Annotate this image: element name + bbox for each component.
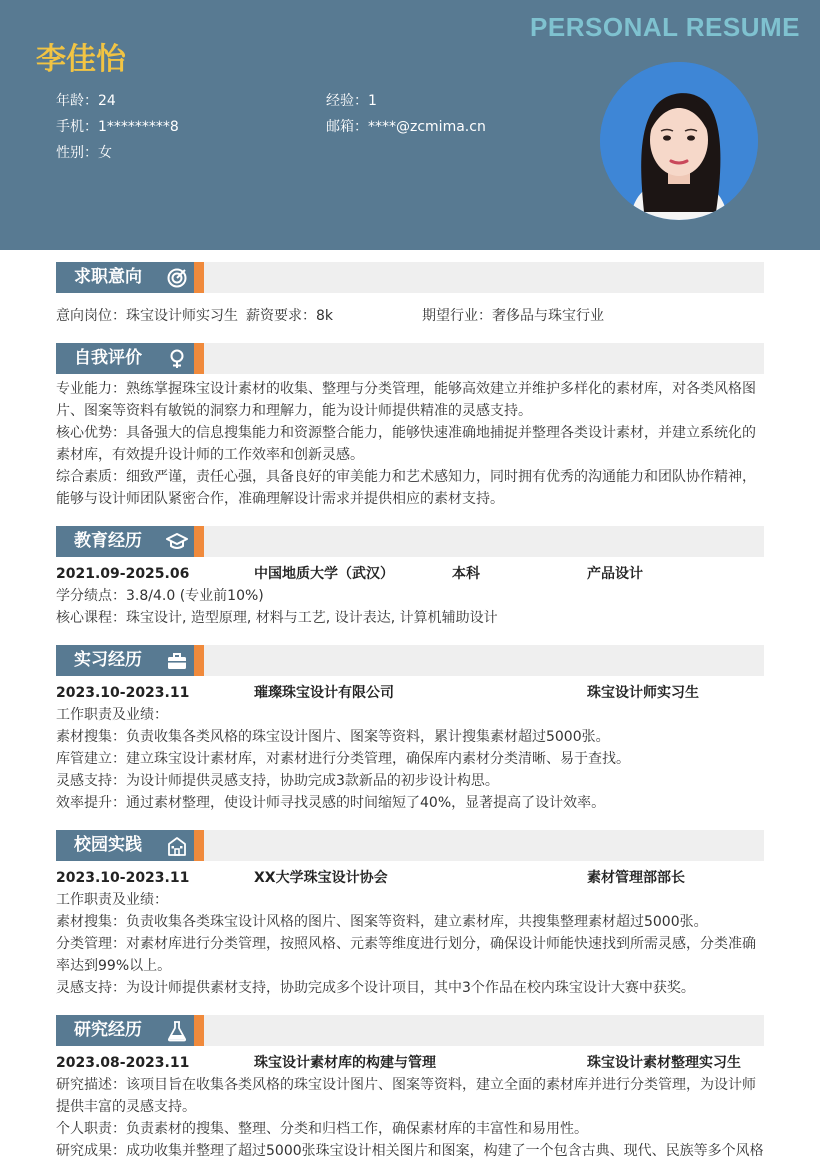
section-accent	[194, 262, 204, 293]
text-line: 研究描述：该项目旨在收集各类风格的珠宝设计图片、图案等资料，建立全面的素材库并进行分类管理，为设计师	[56, 1077, 756, 1093]
text-line: 灵感支持：为设计师提供灵感支持，协助完成3款新品的初步设计构思。	[56, 773, 499, 789]
text-line: 研究成果：成功收集并整理了超过5000张珠宝设计相关图片和图案，构建了一个包含古典、现代、民族等多个风格	[56, 1143, 764, 1159]
internship-date: 2023.10-2023.11	[56, 685, 190, 701]
text-line: 效率提升：通过素材整理，使设计师寻找灵感的时间缩短了40%，显著提高了设计效率。	[56, 795, 606, 811]
text-line: 素材库，有效提升设计师的工作效率和创新灵感。	[56, 447, 364, 463]
text-line: 核心课程：珠宝设计, 造型原理, 材料与工艺, 设计表达, 计算机辅助设计	[56, 610, 498, 626]
internship-role: 珠宝设计师实习生	[587, 685, 699, 701]
text-line: 分类管理：对素材库进行分类管理，按照风格、元素等维度进行划分，确保设计师能快速找到所需灵感，分类准确	[56, 936, 756, 952]
email-value: ****@zcmima.cn	[368, 119, 486, 135]
section-header	[56, 262, 764, 293]
text-line: 核心优势：具备强大的信息搜集能力和资源整合能力，能够快速准确地捕捉并整理各类设计素材，并建立系统化的	[56, 425, 756, 441]
age-value: 24	[98, 93, 116, 109]
experience-value: 1	[368, 93, 377, 109]
header	[0, 0, 820, 250]
flask-icon	[166, 1020, 188, 1042]
internship-company: 璀璨珠宝设计有限公司	[254, 685, 394, 701]
section-accent	[194, 645, 204, 676]
section-title: 校园实践	[56, 830, 194, 861]
briefcase-icon	[166, 650, 188, 672]
text-line: 素材搜集：负责收集各类珠宝设计风格的图片、图案等资料，建立素材库，共搜集整理素材超过5000张。	[56, 914, 708, 930]
section-title: 研究经历	[56, 1015, 194, 1046]
campus-org: XX大学珠宝设计协会	[254, 870, 388, 886]
section-job-intent	[56, 262, 764, 327]
section-accent	[194, 1015, 204, 1046]
gender-label: 性别：	[56, 145, 98, 161]
section-header	[56, 830, 764, 861]
graduation-cap-icon	[166, 531, 188, 553]
section-accent	[194, 830, 204, 861]
school-building-icon	[166, 835, 188, 857]
education-major: 产品设计	[587, 566, 643, 582]
text-line: 工作职责及业绩：	[56, 707, 168, 723]
intent-salary: 薪资要求：8k	[246, 308, 334, 324]
section-title: 教育经历	[56, 526, 194, 557]
text-line: 学分绩点：3.8/4.0 (专业前10%)	[56, 588, 264, 604]
section-header	[56, 343, 764, 374]
text-line: 率达到99%以上。	[56, 958, 172, 974]
education-school: 中国地质大学（武汉）	[254, 566, 394, 582]
education-date: 2021.09-2025.06	[56, 566, 190, 582]
section-research	[56, 1015, 764, 1162]
email-label: 邮箱：	[326, 119, 368, 135]
section-accent	[194, 343, 204, 374]
experience-field	[326, 90, 377, 110]
intent-industry: 期望行业：奢侈品与珠宝行业	[422, 308, 604, 324]
education-degree: 本科	[452, 566, 480, 582]
section-education	[56, 526, 764, 629]
section-header	[56, 1015, 764, 1046]
text-line: 提供丰富的灵感支持。	[56, 1099, 196, 1115]
text-line: 片、图案等资料有敏锐的洞察力和理解力，能为设计师提供精准的灵感支持。	[56, 403, 532, 419]
text-line: 综合素质：细致严谨，责任心强，具备良好的审美能力和艺术感知力，同时拥有优秀的沟通能力和团队协作精神，	[56, 469, 756, 485]
resume-title: PERSONAL RESUME	[530, 12, 800, 42]
research-role: 珠宝设计素材整理实习生	[587, 1055, 741, 1071]
campus-row	[56, 867, 764, 889]
age-field	[56, 90, 116, 110]
research-project: 珠宝设计素材库的构建与管理	[254, 1055, 436, 1071]
intent-row	[56, 305, 764, 327]
section-self-evaluation	[56, 343, 764, 510]
self-eval-text	[56, 378, 764, 510]
campus-role: 素材管理部部长	[587, 870, 685, 886]
section-title: 自我评价	[56, 343, 194, 374]
candidate-name: 李佳怡	[36, 42, 126, 77]
target-icon	[166, 267, 188, 289]
research-row	[56, 1052, 764, 1074]
text-line: 专业能力：熟练掌握珠宝设计素材的收集、整理与分类管理，能够高效建立并维护多样化的素材库，对各类风格图	[56, 381, 756, 397]
section-title: 实习经历	[56, 645, 194, 676]
research-date: 2023.08-2023.11	[56, 1055, 190, 1071]
section-header	[56, 526, 764, 557]
age-label: 年龄：	[56, 93, 98, 109]
phone-label: 手机：	[56, 119, 98, 135]
text-line: 灵感支持：为设计师提供素材支持，协助完成多个设计项目，其中3个作品在校内珠宝设计大赛中获奖。	[56, 980, 695, 996]
phone-value: 1*********8	[98, 119, 179, 135]
award-icon	[166, 348, 188, 370]
gender-field	[56, 142, 112, 162]
phone-field	[56, 116, 179, 136]
section-header	[56, 645, 764, 676]
internship-row	[56, 682, 764, 704]
gender-value: 女	[98, 145, 112, 161]
text-line: 能够与设计师团队紧密合作，准确理解设计需求并提供相应的素材支持。	[56, 491, 504, 507]
text-line: 工作职责及业绩：	[56, 892, 168, 908]
section-accent	[194, 526, 204, 557]
avatar-photo	[600, 62, 758, 220]
text-line: 个人职责：负责素材的搜集、整理、分类和归档工作，确保素材库的丰富性和易用性。	[56, 1121, 588, 1137]
campus-date: 2023.10-2023.11	[56, 870, 190, 886]
text-line: 素材搜集：负责收集各类风格的珠宝设计图片、图案等资料，累计搜集素材超过5000张。	[56, 729, 610, 745]
email-field	[326, 116, 486, 136]
section-title: 求职意向	[56, 262, 194, 293]
intent-position: 意向岗位：珠宝设计师实习生	[56, 308, 238, 324]
education-row	[56, 563, 764, 585]
section-campus-practice	[56, 830, 764, 999]
experience-label: 经验：	[326, 93, 368, 109]
section-internship	[56, 645, 764, 814]
text-line: 库管建立：建立珠宝设计素材库，对素材进行分类管理，确保库内素材分类清晰、易于查找。	[56, 751, 630, 767]
